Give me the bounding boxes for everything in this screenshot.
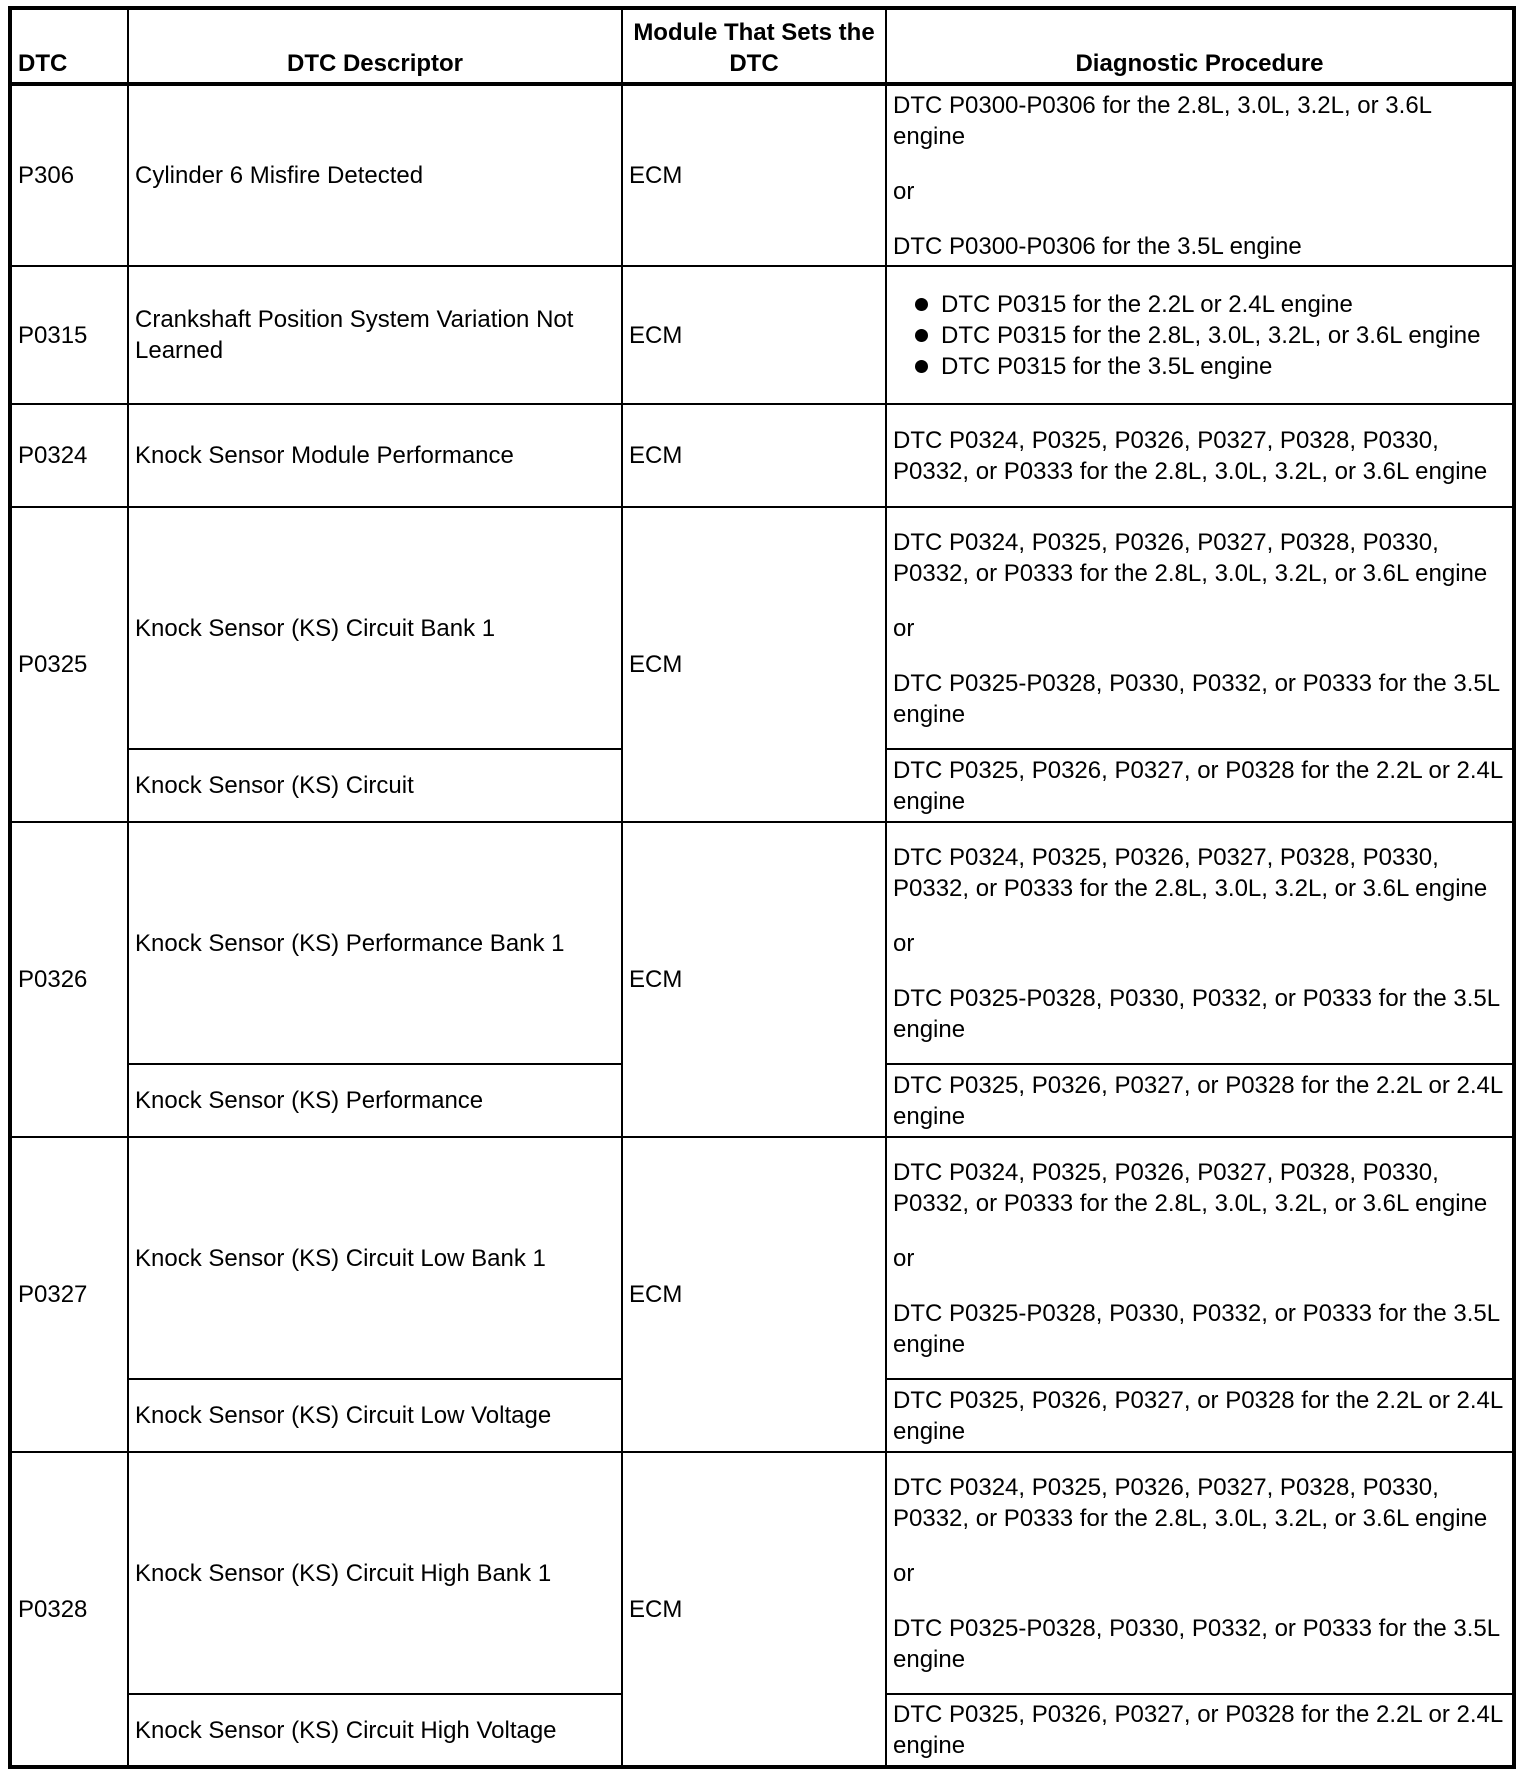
dtc-descriptor: Knock Sensor (KS) Circuit High Voltage: [128, 1694, 622, 1767]
procedure-or: or: [893, 929, 915, 957]
dtc-table: [8, 6, 1516, 1769]
procedure-or: or: [893, 1559, 915, 1587]
procedure-link[interactable]: DTC P0315 for the 2.8L, 3.0L, 3.2L, or 3.6L engine: [893, 320, 1506, 351]
dtc-code: P0315: [10, 266, 128, 404]
diagnostic-procedure: [886, 84, 1514, 266]
diagnostic-procedure: [886, 266, 1514, 404]
procedure-bullet-list: [893, 289, 1506, 382]
procedure-link[interactable]: DTC P0315 for the 3.5L engine: [893, 351, 1506, 382]
header-module: Module That Sets the DTC: [622, 8, 886, 84]
procedure-link[interactable]: DTC P0324, P0325, P0326, P0327, P0328, P0330, P0332, or P0333 for the 2.8L, 3.0L, 3.2L, or 3.6L engine: [893, 1158, 1488, 1217]
diagnostic-procedure: [886, 1137, 1514, 1379]
procedure-link[interactable]: DTC P0324, P0325, P0326, P0327, P0328, P0330, P0332, or P0333 for the 2.8L, 3.0L, 3.2L, or 3.6L engine: [893, 1473, 1488, 1532]
table-row: [10, 404, 1514, 507]
dtc-descriptor: Knock Sensor (KS) Circuit Low Bank 1: [128, 1137, 622, 1379]
procedure-link[interactable]: DTC P0325, P0326, P0327, or P0328 for the 2.2L or 2.4L engine: [893, 756, 1503, 815]
diagnostic-procedure: [886, 404, 1514, 507]
document-page: [8, 6, 1512, 1769]
procedure-link[interactable]: DTC P0325, P0326, P0327, or P0328 for the 2.2L or 2.4L engine: [893, 1071, 1503, 1130]
header-dtc: DTC: [10, 8, 128, 84]
dtc-descriptor: Knock Sensor (KS) Circuit Bank 1: [128, 507, 622, 749]
procedure-link[interactable]: DTC P0324, P0325, P0326, P0327, P0328, P0330, P0332, or P0333 for the 2.8L, 3.0L, 3.2L, or 3.6L engine: [893, 426, 1488, 485]
diagnostic-procedure: [886, 1452, 1514, 1694]
procedure-link[interactable]: DTC P0325, P0326, P0327, or P0328 for the 2.2L or 2.4L engine: [893, 1701, 1503, 1759]
dtc-module: ECM: [622, 266, 886, 404]
dtc-module: ECM: [622, 507, 886, 822]
diagnostic-procedure: [886, 749, 1514, 822]
procedure-link[interactable]: DTC P0324, P0325, P0326, P0327, P0328, P0330, P0332, or P0333 for the 2.8L, 3.0L, 3.2L, or 3.6L engine: [893, 528, 1488, 587]
procedure-or: or: [893, 177, 915, 205]
dtc-module: ECM: [622, 822, 886, 1137]
procedure-link[interactable]: DTC P0325-P0328, P0330, P0332, or P0333 for the 3.5L engine: [893, 984, 1500, 1043]
dtc-code: P306: [10, 84, 128, 266]
dtc-code: P0324: [10, 404, 128, 507]
diagnostic-procedure: [886, 1694, 1514, 1767]
dtc-descriptor: Crankshaft Position System Variation Not Learned: [128, 266, 622, 404]
dtc-descriptor: Knock Sensor Module Performance: [128, 404, 622, 507]
table-row: [10, 1137, 1514, 1379]
diagnostic-procedure: [886, 507, 1514, 749]
procedure-link[interactable]: DTC P0325-P0328, P0330, P0332, or P0333 for the 3.5L engine: [893, 669, 1500, 728]
header-descriptor: DTC Descriptor: [128, 8, 622, 84]
table-row: [10, 1452, 1514, 1694]
diagnostic-procedure: [886, 822, 1514, 1064]
dtc-code: P0328: [10, 1452, 128, 1767]
procedure-link[interactable]: DTC P0325-P0328, P0330, P0332, or P0333 for the 3.5L engine: [893, 1299, 1500, 1358]
header-procedure: Diagnostic Procedure: [886, 8, 1514, 84]
procedure-link[interactable]: DTC P0324, P0325, P0326, P0327, P0328, P0330, P0332, or P0333 for the 2.8L, 3.0L, 3.2L, or 3.6L engine: [893, 843, 1488, 902]
dtc-module: ECM: [622, 84, 886, 266]
procedure-link[interactable]: DTC P0300-P0306 for the 3.5L engine: [893, 232, 1302, 260]
dtc-descriptor: Knock Sensor (KS) Circuit: [128, 749, 622, 822]
table-row: [10, 822, 1514, 1064]
dtc-descriptor: Knock Sensor (KS) Circuit High Bank 1: [128, 1452, 622, 1694]
dtc-module: ECM: [622, 404, 886, 507]
table-row: [10, 266, 1514, 404]
procedure-or: or: [893, 614, 915, 642]
dtc-descriptor: Knock Sensor (KS) Performance: [128, 1064, 622, 1137]
procedure-link[interactable]: DTC P0325, P0326, P0327, or P0328 for the 2.2L or 2.4L engine: [893, 1386, 1503, 1445]
dtc-code: P0326: [10, 822, 128, 1137]
procedure-link[interactable]: DTC P0325-P0328, P0330, P0332, or P0333 for the 3.5L engine: [893, 1614, 1500, 1673]
procedure-link[interactable]: DTC P0315 for the 2.2L or 2.4L engine: [893, 289, 1506, 320]
procedure-link[interactable]: DTC P0300-P0306 for the 2.8L, 3.0L, 3.2L, or 3.6L engine: [893, 91, 1432, 150]
table-row: [10, 84, 1514, 266]
dtc-descriptor: Knock Sensor (KS) Circuit Low Voltage: [128, 1379, 622, 1452]
procedure-or: or: [893, 1244, 915, 1272]
table-header-row: [10, 8, 1514, 84]
dtc-descriptor: Knock Sensor (KS) Performance Bank 1: [128, 822, 622, 1064]
table-row: [10, 507, 1514, 749]
diagnostic-procedure: [886, 1064, 1514, 1137]
dtc-module: ECM: [622, 1452, 886, 1767]
dtc-descriptor: Cylinder 6 Misfire Detected: [128, 84, 622, 266]
dtc-code: P0327: [10, 1137, 128, 1452]
diagnostic-procedure: [886, 1379, 1514, 1452]
dtc-code: P0325: [10, 507, 128, 822]
dtc-module: ECM: [622, 1137, 886, 1452]
